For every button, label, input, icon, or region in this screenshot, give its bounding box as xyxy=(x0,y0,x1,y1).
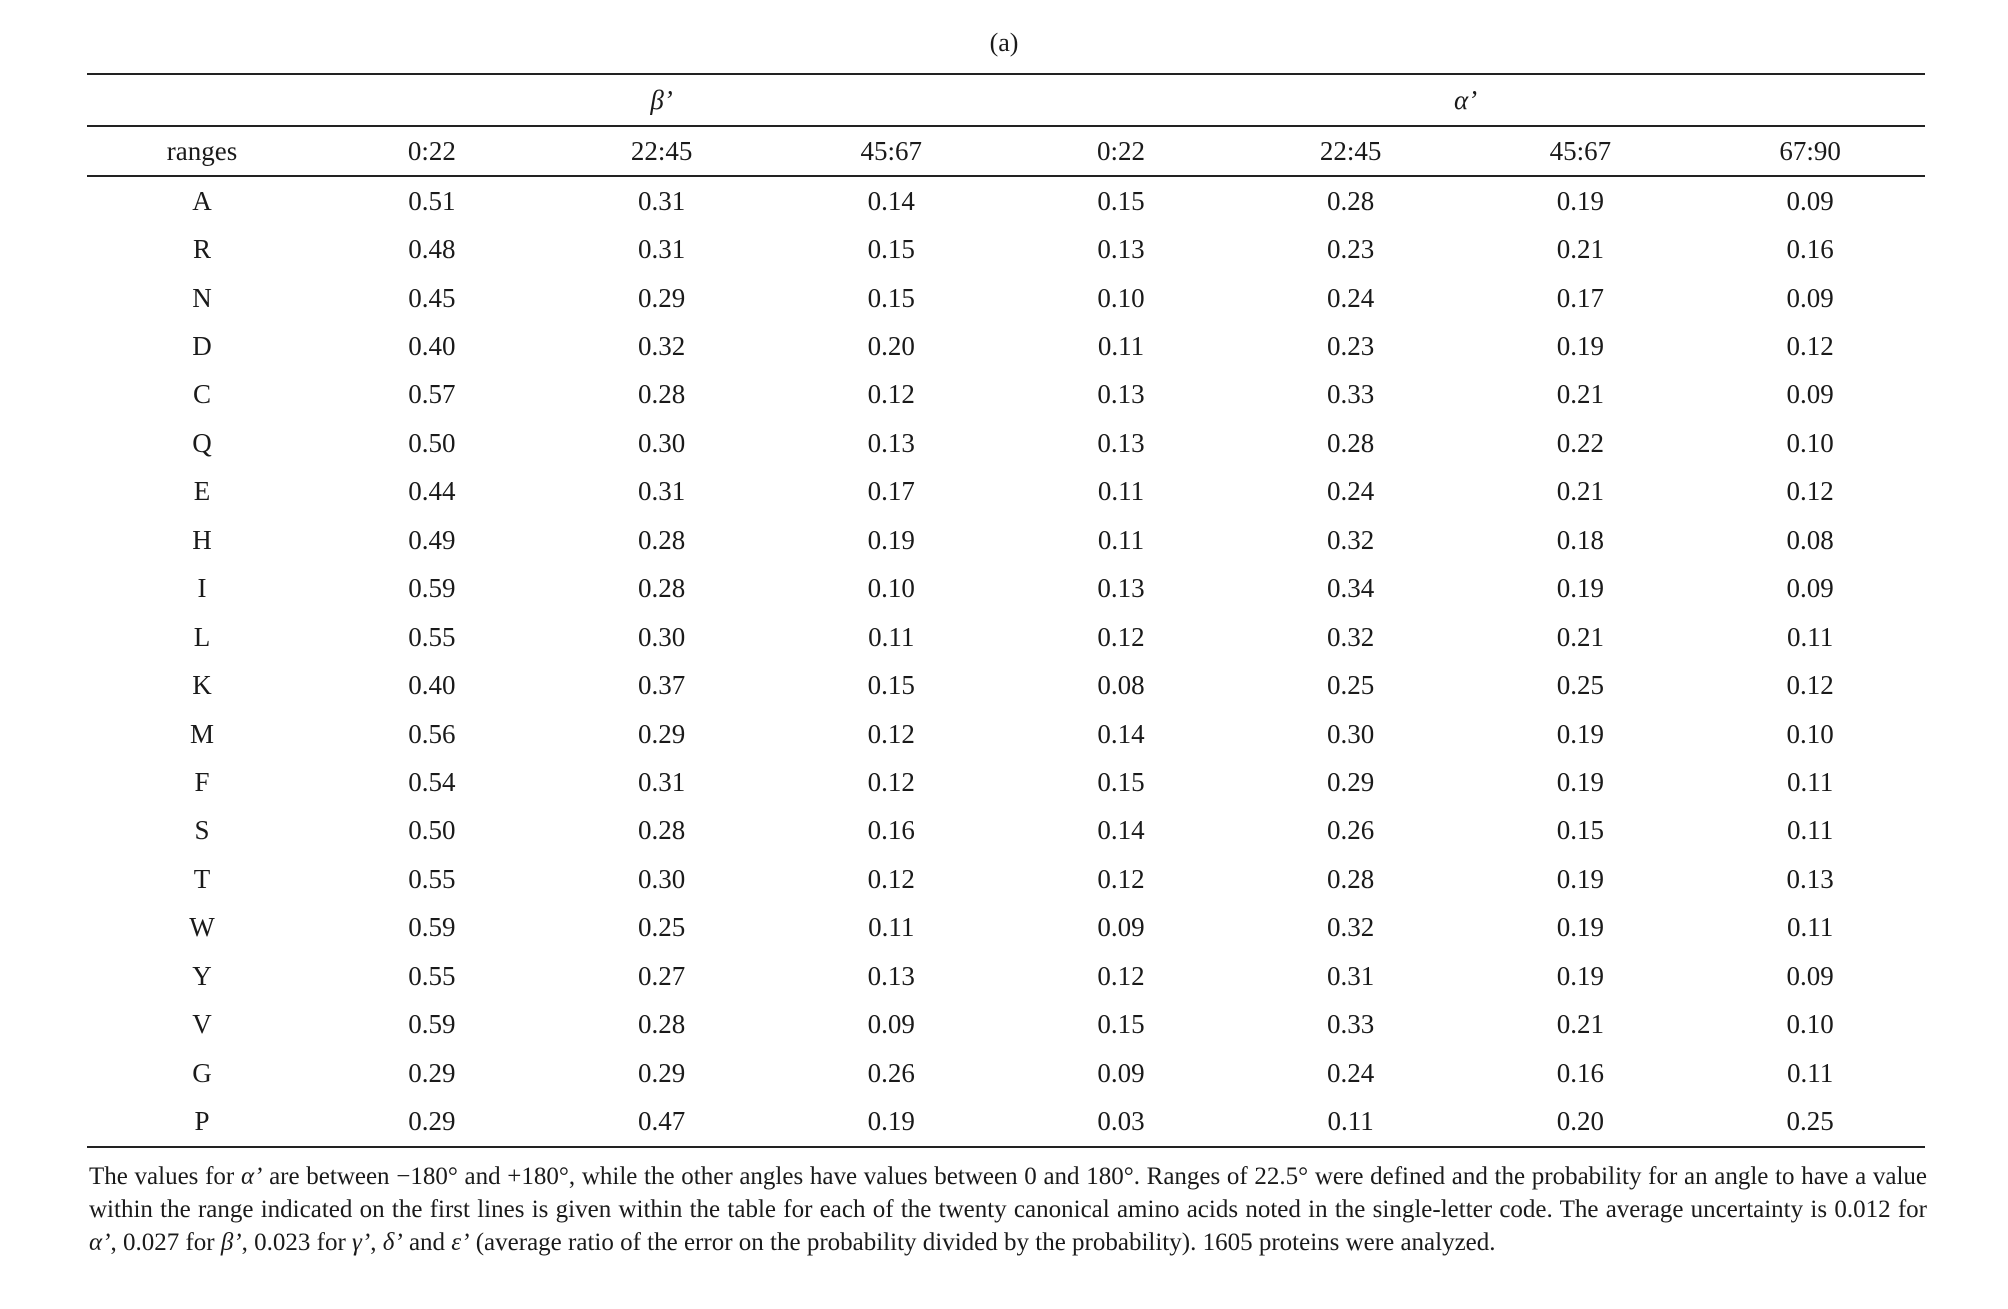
probability-cell: 0.23 xyxy=(1327,331,1375,362)
amino-acid-label: H xyxy=(192,524,212,555)
probability-cell: 0.11 xyxy=(868,621,915,652)
footnote-text: are between −180° and +180°, while the other angles have values between 0 and 180°. Ranges of 22.5° were defined and the probability for an angle to have a value within the range indicated on the first lines is given within the table for each of the twenty canonical amino acids noted in the single-letter code. The average uncertainty is 0.012 for xyxy=(89,1163,1927,1223)
amino-acid-label: D xyxy=(192,331,212,362)
probability-cell: 0.50 xyxy=(408,815,456,846)
amino-acid-label: R xyxy=(193,234,212,265)
group-header-empty xyxy=(87,74,317,126)
probability-cell: 0.30 xyxy=(1327,718,1375,749)
probability-cell: 0.13 xyxy=(1097,234,1145,265)
footnote-symbol-alpha: α’ xyxy=(89,1229,111,1256)
probability-cell: 0.09 xyxy=(1786,282,1834,313)
probability-cell: 0.11 xyxy=(1097,476,1145,507)
ranges-header-label: ranges xyxy=(87,126,317,176)
probability-cell: 0.10 xyxy=(867,573,915,604)
table-row xyxy=(87,1049,1925,1097)
probability-cell: 0.11 xyxy=(1097,524,1145,555)
probability-cell: 0.11 xyxy=(1786,621,1834,652)
probability-cell: 0.09 xyxy=(1786,573,1834,604)
probability-cell: 0.03 xyxy=(1006,1097,1236,1146)
footnote-text: , xyxy=(370,1229,383,1256)
probability-cell: 0.59 xyxy=(408,1009,456,1040)
table-row xyxy=(87,758,1925,806)
probability-cell: 0.51 xyxy=(408,185,456,216)
probability-cell: 0.40 xyxy=(408,670,456,701)
probability-cell: 0.48 xyxy=(408,234,456,265)
probability-cell: 0.29 xyxy=(637,282,686,313)
probability-cell: 0.34 xyxy=(1327,573,1375,604)
amino-acid-label: K xyxy=(192,670,212,701)
group-header-row xyxy=(87,74,1925,126)
table-row xyxy=(87,225,1925,273)
table-row xyxy=(87,661,1925,709)
probability-cell: 0.29 xyxy=(637,718,686,749)
probability-cell: 0.32 xyxy=(1327,524,1375,555)
probability-cell: 0.13 xyxy=(1097,427,1145,458)
probability-cell: 0.57 xyxy=(408,379,456,410)
probability-cell: 0.44 xyxy=(408,476,456,507)
probability-cell: 0.17 xyxy=(867,476,915,507)
probability-cell: 0.10 xyxy=(1097,282,1145,313)
probability-cell: 0.19 xyxy=(867,524,915,555)
probability-cell: 0.11 xyxy=(1097,331,1145,362)
table-row xyxy=(87,322,1925,370)
probability-cell: 0.14 xyxy=(867,185,915,216)
table-body xyxy=(87,176,1925,1147)
probability-cell: 0.55 xyxy=(408,621,456,652)
table-row xyxy=(87,613,1925,661)
probability-cell: 0.21 xyxy=(1556,234,1604,265)
probability-cell: 0.09 xyxy=(1097,1057,1145,1088)
probability-cell: 0.49 xyxy=(408,524,456,555)
range-header: 45:67 xyxy=(1466,126,1696,176)
ranges-header-row xyxy=(87,126,1925,176)
data-table xyxy=(87,73,1925,1148)
probability-cell: 0.15 xyxy=(867,234,915,265)
probability-cell: 0.31 xyxy=(637,185,686,216)
probability-cell: 0.14 xyxy=(1097,815,1145,846)
range-header: 67:90 xyxy=(1695,126,1925,176)
amino-acid-label: F xyxy=(194,766,210,797)
probability-cell: 0.15 xyxy=(1097,1009,1145,1040)
probability-cell: 0.21 xyxy=(1556,476,1604,507)
probability-cell: 0.11 xyxy=(1786,815,1834,846)
amino-acid-label: M xyxy=(190,718,215,749)
table-row xyxy=(87,952,1925,1000)
table-row xyxy=(87,468,1925,516)
table-footnote xyxy=(89,1160,1927,1259)
probability-cell: 0.21 xyxy=(1556,1009,1604,1040)
footnote-text: The values for xyxy=(89,1163,241,1190)
probability-cell: 0.16 xyxy=(867,815,915,846)
amino-acid-label: P xyxy=(87,1097,317,1146)
table-row xyxy=(87,371,1925,419)
probability-cell: 0.13 xyxy=(867,960,915,991)
probability-cell: 0.15 xyxy=(867,282,915,313)
probability-cell: 0.21 xyxy=(1556,621,1604,652)
probability-cell: 0.30 xyxy=(637,863,686,894)
table-row xyxy=(87,419,1925,467)
amino-acid-label: N xyxy=(192,282,212,313)
footnote-symbol-delta: δ’ xyxy=(382,1229,403,1256)
probability-cell: 0.08 xyxy=(1786,524,1834,555)
probability-cell: 0.27 xyxy=(637,960,686,991)
amino-acid-label: T xyxy=(193,863,211,894)
amino-acid-label: I xyxy=(197,573,207,604)
probability-cell: 0.17 xyxy=(1556,282,1604,313)
probability-cell: 0.15 xyxy=(1097,766,1145,797)
probability-cell: 0.12 xyxy=(867,379,915,410)
probability-cell: 0.25 xyxy=(637,912,686,943)
probability-cell: 0.19 xyxy=(1556,912,1604,943)
probability-cell: 0.11 xyxy=(1786,766,1834,797)
probability-cell: 0.26 xyxy=(867,1057,915,1088)
probability-cell: 0.13 xyxy=(867,427,915,458)
probability-cell: 0.19 xyxy=(1556,331,1604,362)
probability-cell: 0.32 xyxy=(637,331,686,362)
table-row xyxy=(87,176,1925,225)
probability-cell: 0.14 xyxy=(1097,718,1145,749)
probability-cell: 0.12 xyxy=(867,718,915,749)
probability-cell: 0.19 xyxy=(1556,766,1604,797)
probability-cell: 0.09 xyxy=(1097,912,1145,943)
probability-cell: 0.19 xyxy=(1556,863,1604,894)
probability-cell: 0.19 xyxy=(1556,960,1604,991)
probability-cell: 0.31 xyxy=(637,234,686,265)
probability-cell: 0.28 xyxy=(637,524,686,555)
probability-cell: 0.33 xyxy=(1327,1009,1375,1040)
probability-cell: 0.09 xyxy=(1786,960,1834,991)
probability-cell: 0.12 xyxy=(1786,331,1834,362)
footnote-symbol-alpha: α’ xyxy=(240,1163,263,1190)
probability-cell: 0.31 xyxy=(1327,960,1375,991)
table-row xyxy=(87,807,1925,855)
amino-acid-label: S xyxy=(194,815,210,846)
probability-cell: 0.29 xyxy=(1327,766,1375,797)
probability-cell: 0.11 xyxy=(868,912,915,943)
probability-cell: 0.09 xyxy=(1786,185,1834,216)
probability-cell: 0.28 xyxy=(637,379,686,410)
footnote-symbol-epsilon: ε’ xyxy=(451,1229,470,1256)
probability-cell: 0.16 xyxy=(1556,1057,1604,1088)
footnote-text: , 0.023 for xyxy=(241,1229,353,1256)
probability-cell: 0.12 xyxy=(1786,476,1834,507)
probability-cell: 0.11 xyxy=(1786,912,1834,943)
table-row xyxy=(87,710,1925,758)
probability-cell: 0.23 xyxy=(1327,234,1375,265)
probability-cell: 0.55 xyxy=(408,863,456,894)
probability-cell: 0.55 xyxy=(408,960,456,991)
probability-cell: 0.28 xyxy=(637,1009,686,1040)
amino-acid-label: C xyxy=(193,379,212,410)
probability-cell: 0.15 xyxy=(867,670,915,701)
probability-cell: 0.19 xyxy=(1556,718,1604,749)
amino-acid-label: V xyxy=(192,1009,212,1040)
probability-cell: 0.19 xyxy=(776,1097,1006,1146)
table-row xyxy=(87,1097,1925,1146)
range-header: 45:67 xyxy=(776,126,1006,176)
table-row xyxy=(87,904,1925,952)
probability-cell: 0.22 xyxy=(1556,427,1604,458)
footnote-symbol-beta: β’ xyxy=(220,1229,242,1256)
range-header: 22:45 xyxy=(547,126,777,176)
table-caption: (a) xyxy=(989,28,1019,57)
probability-cell: 0.29 xyxy=(317,1097,547,1146)
probability-cell: 0.31 xyxy=(637,766,686,797)
probability-cell: 0.12 xyxy=(1786,670,1834,701)
group-header-alpha: α’ xyxy=(1006,74,1925,126)
table-container xyxy=(87,73,1925,1148)
amino-acid-label: A xyxy=(192,185,212,216)
table-row xyxy=(87,274,1925,322)
footnote-text: (average ratio of the error on the probability divided by the probability). 1605 proteins were analyzed. xyxy=(469,1229,1496,1256)
probability-cell: 0.19 xyxy=(1556,185,1604,216)
probability-cell: 0.28 xyxy=(637,815,686,846)
probability-cell: 0.12 xyxy=(1097,863,1145,894)
probability-cell: 0.59 xyxy=(408,573,456,604)
footnote-symbol-gamma: γ’ xyxy=(352,1229,371,1256)
footnote-text: , 0.027 for xyxy=(110,1229,221,1256)
probability-cell: 0.37 xyxy=(637,670,686,701)
probability-cell: 0.08 xyxy=(1097,670,1145,701)
probability-cell: 0.56 xyxy=(408,718,456,749)
range-header: 0:22 xyxy=(317,126,547,176)
range-header: 22:45 xyxy=(1236,126,1466,176)
probability-cell: 0.29 xyxy=(637,1057,686,1088)
amino-acid-label: G xyxy=(192,1057,212,1088)
probability-cell: 0.28 xyxy=(1327,185,1375,216)
probability-cell: 0.25 xyxy=(1695,1097,1925,1146)
footnote-text: and xyxy=(402,1229,452,1256)
table-row xyxy=(87,855,1925,903)
probability-cell: 0.45 xyxy=(408,282,456,313)
probability-cell: 0.09 xyxy=(1786,379,1834,410)
probability-cell: 0.20 xyxy=(1466,1097,1696,1146)
probability-cell: 0.24 xyxy=(1327,282,1375,313)
probability-cell: 0.26 xyxy=(1327,815,1375,846)
table-row xyxy=(87,516,1925,564)
probability-cell: 0.20 xyxy=(867,331,915,362)
probability-cell: 0.21 xyxy=(1556,379,1604,410)
probability-cell: 0.10 xyxy=(1786,718,1834,749)
probability-cell: 0.32 xyxy=(1327,621,1375,652)
amino-acid-label: E xyxy=(193,476,211,507)
probability-cell: 0.29 xyxy=(408,1057,456,1088)
probability-cell: 0.24 xyxy=(1327,476,1375,507)
probability-cell: 0.59 xyxy=(408,912,456,943)
table-row xyxy=(87,565,1925,613)
group-header-beta: β’ xyxy=(317,74,1006,126)
table-row xyxy=(87,1000,1925,1048)
probability-cell: 0.30 xyxy=(637,621,686,652)
probability-cell: 0.24 xyxy=(1327,1057,1375,1088)
probability-cell: 0.15 xyxy=(1097,185,1145,216)
probability-cell: 0.25 xyxy=(1556,670,1604,701)
probability-cell: 0.28 xyxy=(1327,427,1375,458)
amino-acid-label: Y xyxy=(192,960,212,991)
range-header: 0:22 xyxy=(1006,126,1236,176)
probability-cell: 0.10 xyxy=(1786,1009,1834,1040)
probability-cell: 0.12 xyxy=(867,766,915,797)
probability-cell: 0.47 xyxy=(547,1097,777,1146)
probability-cell: 0.28 xyxy=(637,573,686,604)
probability-cell: 0.54 xyxy=(408,766,456,797)
amino-acid-label: W xyxy=(189,912,215,943)
probability-cell: 0.15 xyxy=(1556,815,1604,846)
amino-acid-label: Q xyxy=(192,427,212,458)
probability-cell: 0.12 xyxy=(1097,621,1145,652)
probability-cell: 0.40 xyxy=(408,331,456,362)
probability-cell: 0.28 xyxy=(1327,863,1375,894)
probability-cell: 0.11 xyxy=(1786,1057,1834,1088)
probability-cell: 0.16 xyxy=(1786,234,1834,265)
probability-cell: 0.19 xyxy=(1556,573,1604,604)
probability-cell: 0.11 xyxy=(1236,1097,1466,1146)
probability-cell: 0.13 xyxy=(1097,573,1145,604)
probability-cell: 0.25 xyxy=(1327,670,1375,701)
probability-cell: 0.12 xyxy=(1097,960,1145,991)
amino-acid-label: L xyxy=(193,621,211,652)
probability-cell: 0.50 xyxy=(408,427,456,458)
probability-cell: 0.32 xyxy=(1327,912,1375,943)
probability-cell: 0.33 xyxy=(1327,379,1375,410)
probability-cell: 0.18 xyxy=(1556,524,1604,555)
probability-cell: 0.12 xyxy=(867,863,915,894)
probability-cell: 0.13 xyxy=(1786,863,1834,894)
probability-cell: 0.09 xyxy=(867,1009,915,1040)
probability-cell: 0.31 xyxy=(637,476,686,507)
probability-cell: 0.30 xyxy=(637,427,686,458)
probability-cell: 0.13 xyxy=(1097,379,1145,410)
probability-cell: 0.10 xyxy=(1786,427,1834,458)
